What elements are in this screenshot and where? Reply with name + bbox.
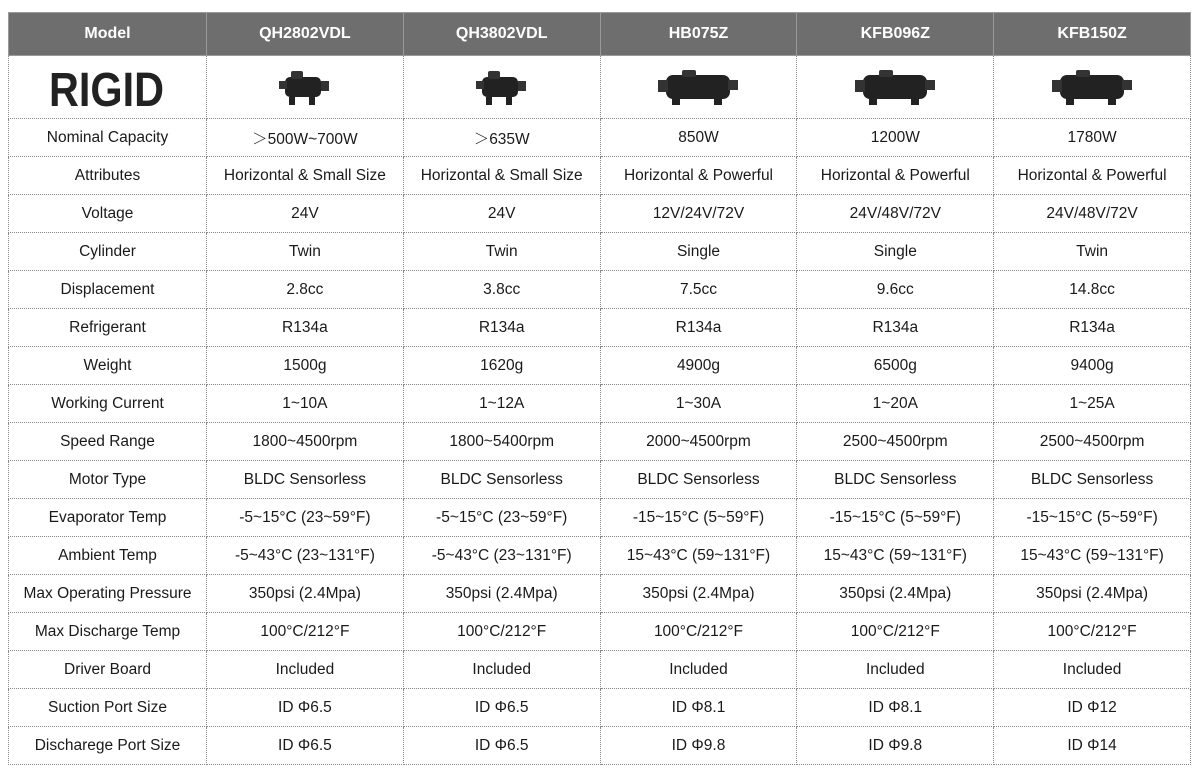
table-cell: 6500g xyxy=(797,347,994,385)
table-cell: 100°C/212°F xyxy=(797,613,994,651)
table-cell: 15~43°C (59~131°F) xyxy=(600,537,797,575)
table-cell: ID Φ8.1 xyxy=(600,689,797,727)
table-cell: BLDC Sensorless xyxy=(797,461,994,499)
table-cell: 2500~4500rpm xyxy=(797,423,994,461)
row-label: Driver Board xyxy=(9,651,207,689)
table-row xyxy=(9,347,1191,385)
table-cell: ID Φ6.5 xyxy=(403,727,600,765)
table-cell: Horizontal & Small Size xyxy=(403,157,600,195)
row-label: Nominal Capacity xyxy=(9,119,207,157)
svg-text:RIGID: RIGID xyxy=(48,64,164,117)
table-row xyxy=(9,689,1191,727)
table-row xyxy=(9,423,1191,461)
table-cell: ID Φ8.1 xyxy=(797,689,994,727)
table-cell: -5~43°C (23~131°F) xyxy=(403,537,600,575)
table-cell: Twin xyxy=(403,233,600,271)
header-kfb096z: KFB096Z xyxy=(797,13,994,56)
table-cell: 12V/24V/72V xyxy=(600,195,797,233)
table-cell: -15~15°C (5~59°F) xyxy=(797,499,994,537)
table-cell: 9400g xyxy=(994,347,1191,385)
table-cell: 100°C/212°F xyxy=(994,613,1191,651)
table-cell: BLDC Sensorless xyxy=(600,461,797,499)
table-cell: 9.6cc xyxy=(797,271,994,309)
table-row xyxy=(9,727,1191,765)
row-label: Evaporator Temp xyxy=(9,499,207,537)
row-label: Voltage xyxy=(9,195,207,233)
header-hb075z: HB075Z xyxy=(600,13,797,56)
compressor-image-cell xyxy=(207,56,404,119)
table-cell: Included xyxy=(207,651,404,689)
table-cell: Twin xyxy=(994,233,1191,271)
table-cell: 350psi (2.4Mpa) xyxy=(207,575,404,613)
table-cell: 1~25A xyxy=(994,385,1191,423)
row-label: Motor Type xyxy=(9,461,207,499)
spec-table-wrapper xyxy=(8,12,1190,772)
table-row xyxy=(9,271,1191,309)
table-cell: -5~15°C (23~59°F) xyxy=(207,499,404,537)
table-cell: 15~43°C (59~131°F) xyxy=(797,537,994,575)
table-cell: 100°C/212°F xyxy=(207,613,404,651)
row-label: Cylinder xyxy=(9,233,207,271)
table-cell: 2000~4500rpm xyxy=(600,423,797,461)
table-row xyxy=(9,537,1191,575)
table-row xyxy=(9,613,1191,651)
row-label: Refrigerant xyxy=(9,309,207,347)
compressor-spec-table xyxy=(8,12,1191,765)
table-cell: 24V/48V/72V xyxy=(994,195,1191,233)
table-cell: ID Φ6.5 xyxy=(403,689,600,727)
compressor-large-icon xyxy=(656,67,740,107)
table-cell: 350psi (2.4Mpa) xyxy=(403,575,600,613)
table-cell: BLDC Sensorless xyxy=(403,461,600,499)
table-cell: 24V/48V/72V xyxy=(797,195,994,233)
table-cell: ID Φ6.5 xyxy=(207,689,404,727)
row-label: Displacement xyxy=(9,271,207,309)
table-cell: 3.8cc xyxy=(403,271,600,309)
row-label: Suction Port Size xyxy=(9,689,207,727)
header-kfb150z: KFB150Z xyxy=(994,13,1191,56)
table-cell: 4900g xyxy=(600,347,797,385)
table-cell: 1~12A xyxy=(403,385,600,423)
table-cell: Horizontal & Small Size xyxy=(207,157,404,195)
table-cell: R134a xyxy=(797,309,994,347)
table-cell: 15~43°C (59~131°F) xyxy=(994,537,1191,575)
table-cell: 14.8cc xyxy=(994,271,1191,309)
table-cell: -5~43°C (23~131°F) xyxy=(207,537,404,575)
table-cell: ID Φ12 xyxy=(994,689,1191,727)
compressor-large-icon xyxy=(853,67,937,107)
table-cell: Included xyxy=(797,651,994,689)
table-cell: R134a xyxy=(600,309,797,347)
row-label: Max Discharge Temp xyxy=(9,613,207,651)
table-cell: 1620g xyxy=(403,347,600,385)
row-label: Ambient Temp xyxy=(9,537,207,575)
table-cell: Included xyxy=(994,651,1191,689)
header-qh3802vdl: QH3802VDL xyxy=(403,13,600,56)
compressor-image-cell xyxy=(600,56,797,119)
table-cell: 100°C/212°F xyxy=(403,613,600,651)
table-cell: 2.8cc xyxy=(207,271,404,309)
compressor-small-icon xyxy=(474,67,530,107)
row-label: Max Operating Pressure xyxy=(9,575,207,613)
table-cell: 7.5cc xyxy=(600,271,797,309)
table-cell: 100°C/212°F xyxy=(600,613,797,651)
table-cell: 2500~4500rpm xyxy=(994,423,1191,461)
table-cell: -5~15°C (23~59°F) xyxy=(403,499,600,537)
table-row xyxy=(9,499,1191,537)
table-cell: ID Φ14 xyxy=(994,727,1191,765)
table-cell: ID Φ9.8 xyxy=(600,727,797,765)
table-row xyxy=(9,385,1191,423)
table-cell: Single xyxy=(600,233,797,271)
table-row xyxy=(9,233,1191,271)
header-qh2802vdl: QH2802VDL xyxy=(207,13,404,56)
table-cell: Horizontal & Powerful xyxy=(600,157,797,195)
table-cell: Horizontal & Powerful xyxy=(994,157,1191,195)
table-cell: ＞635W xyxy=(403,119,600,157)
table-cell: -15~15°C (5~59°F) xyxy=(600,499,797,537)
table-row xyxy=(9,309,1191,347)
table-cell: 1500g xyxy=(207,347,404,385)
table-row xyxy=(9,651,1191,689)
table-cell: R134a xyxy=(207,309,404,347)
table-cell: 24V xyxy=(207,195,404,233)
table-cell: 24V xyxy=(403,195,600,233)
table-row xyxy=(9,461,1191,499)
table-cell: ID Φ9.8 xyxy=(797,727,994,765)
compressor-image-cell xyxy=(797,56,994,119)
table-cell: R134a xyxy=(403,309,600,347)
table-cell: 350psi (2.4Mpa) xyxy=(600,575,797,613)
compressor-image-cell xyxy=(403,56,600,119)
table-cell: -15~15°C (5~59°F) xyxy=(994,499,1191,537)
table-cell: 1800~5400rpm xyxy=(403,423,600,461)
compressor-small-icon xyxy=(277,67,333,107)
row-label: Discharege Port Size xyxy=(9,727,207,765)
header-model: Model xyxy=(9,13,207,56)
table-row xyxy=(9,119,1191,157)
row-label: Working Current xyxy=(9,385,207,423)
table-cell: 1~10A xyxy=(207,385,404,423)
table-row xyxy=(9,195,1191,233)
header-row xyxy=(9,13,1191,56)
table-cell: 350psi (2.4Mpa) xyxy=(994,575,1191,613)
row-label: Speed Range xyxy=(9,423,207,461)
table-cell: Single xyxy=(797,233,994,271)
table-row xyxy=(9,575,1191,613)
table-cell: Included xyxy=(600,651,797,689)
table-cell: ＞500W~700W xyxy=(207,119,404,157)
row-label: Weight xyxy=(9,347,207,385)
image-row xyxy=(9,56,1191,119)
rigid-logo xyxy=(48,62,167,117)
table-cell: 1800~4500rpm xyxy=(207,423,404,461)
compressor-large-icon xyxy=(1050,67,1134,107)
table-row xyxy=(9,157,1191,195)
table-cell: ID Φ6.5 xyxy=(207,727,404,765)
table-cell: Horizontal & Powerful xyxy=(797,157,994,195)
row-label: Attributes xyxy=(9,157,207,195)
table-cell: 850W xyxy=(600,119,797,157)
table-cell: BLDC Sensorless xyxy=(994,461,1191,499)
table-cell: 1200W xyxy=(797,119,994,157)
compressor-image-cell xyxy=(994,56,1191,119)
table-cell: 1~20A xyxy=(797,385,994,423)
table-cell: BLDC Sensorless xyxy=(207,461,404,499)
table-cell: Twin xyxy=(207,233,404,271)
table-cell: 1~30A xyxy=(600,385,797,423)
table-cell: R134a xyxy=(994,309,1191,347)
logo-cell xyxy=(9,56,207,119)
table-cell: 350psi (2.4Mpa) xyxy=(797,575,994,613)
table-cell: 1780W xyxy=(994,119,1191,157)
table-cell: Included xyxy=(403,651,600,689)
